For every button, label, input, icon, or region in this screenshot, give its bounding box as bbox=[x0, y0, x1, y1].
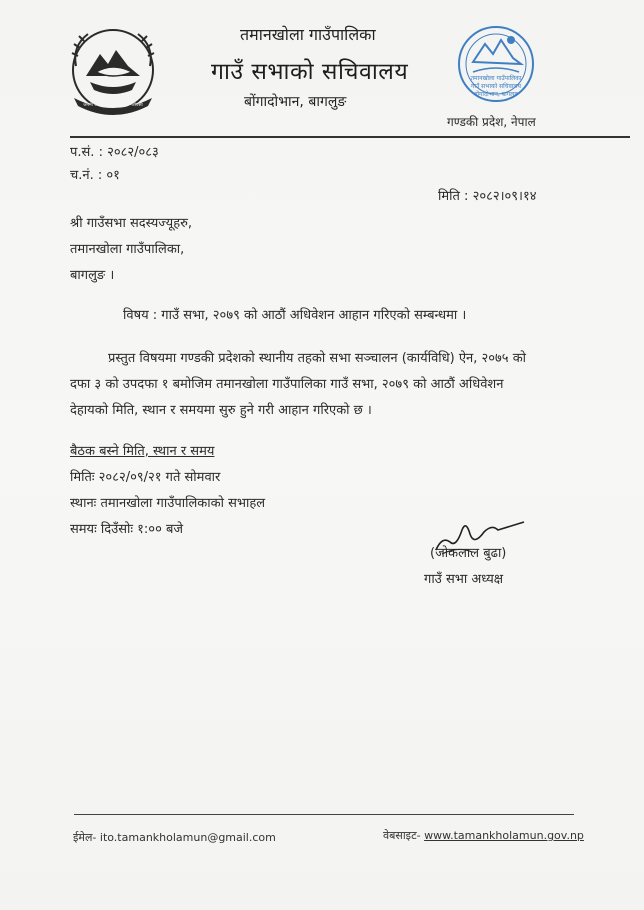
meeting-heading: बैठक बस्ने मिति, स्थान र समय bbox=[70, 444, 215, 459]
footer-email[interactable]: ईमेल- ito.tamankholamun@gmail.com bbox=[73, 831, 276, 844]
secretariat-seal-logo bbox=[455, 22, 537, 108]
nepal-emblem-logo bbox=[66, 26, 160, 120]
footer-divider bbox=[74, 814, 574, 815]
signatory-name: (जोकलाल बुढा) bbox=[430, 546, 507, 561]
recipient-line-3: बागलुङ । bbox=[70, 268, 115, 283]
letter-date: मिति : २०८२।०९।१४ bbox=[438, 189, 537, 204]
recipient-line-2: तमानखोला गाउँपालिका, bbox=[70, 242, 185, 257]
dispatch-number: च.नं. : ०१ bbox=[70, 168, 120, 183]
seal-text-top: तमानखोला गाउँपालिका bbox=[470, 75, 522, 82]
footer-website bbox=[383, 828, 584, 843]
office-title: गाउँ सभाको सचिवालय bbox=[211, 59, 409, 85]
meeting-date: मितिः २०८२/०९/२१ गते सोमवार bbox=[70, 470, 221, 485]
emblem-banner-text: जननी जन्मभूमिश्च स्वर्गादपि गरीयसी bbox=[83, 103, 143, 108]
footer-website-link[interactable]: www.tamankholamun.gov.np bbox=[424, 829, 584, 842]
subject-line: विषय : गाउँ सभा, २०७९ को आठौं अधिवेशन आहान गरिएको सम्बन्धमा । bbox=[123, 308, 467, 323]
meeting-place: स्थानः तमानखोला गाउँपालिकाको सभाहल bbox=[70, 496, 266, 511]
office-address: बोंगादोभान, बागलुङ bbox=[244, 94, 347, 110]
recipient-line-1: श्री गाउँसभा सदस्यज्यूहरु, bbox=[70, 216, 193, 231]
meeting-time: समयः दिउँसोः १:०० बजे bbox=[70, 522, 184, 537]
header-divider bbox=[70, 136, 630, 138]
body-line-1: प्रस्तुत विषयमा गण्डकी प्रदेशको स्थानीय तहको सभा सञ्चालन (कार्यविधि) ऐन, २०७५ को bbox=[108, 351, 527, 366]
body-line-3: देहायको मिति, स्थान र समयमा सुरु हुने गरी आहान गरिएको छ । bbox=[70, 403, 372, 418]
body-line-2: दफा ३ को उपदफा १ बमोजिम तमानखोला गाउँपालिका गाउँ सभा, २०७९ को आठौं अधिवेशन bbox=[70, 377, 504, 392]
reference-number: प.सं. : २०८२/०८३ bbox=[70, 145, 159, 160]
seal-text-mid: गाउँ सभाको सचिवालय bbox=[471, 83, 521, 90]
seal-text-bottom: बोंगादोभान, बागलुङ bbox=[474, 91, 518, 98]
province-label: गण्डकी प्रदेश, नेपाल bbox=[447, 115, 536, 129]
municipality-name: तमानखोला गाउँपालिका bbox=[240, 25, 376, 44]
signatory-title: गाउँ सभा अध्यक्ष bbox=[424, 572, 504, 587]
footer-website-label: वेबसाइट- bbox=[383, 829, 425, 842]
